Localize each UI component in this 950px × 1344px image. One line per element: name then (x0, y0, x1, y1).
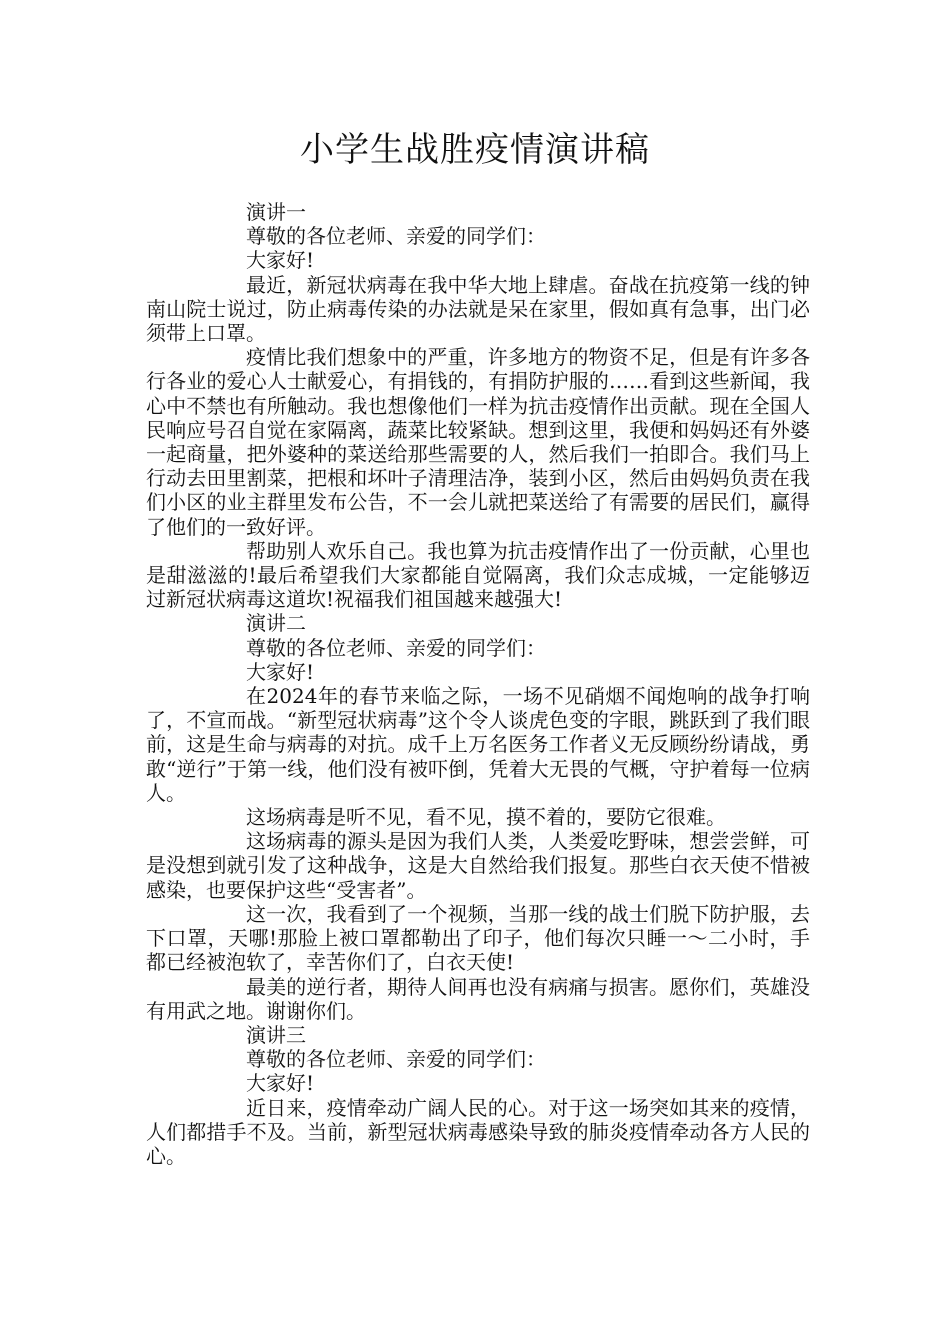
paragraph: 疫情比我们想象中的严重，许多地方的物资不足，但是有许多各行各业的爱心人士献爱心，有捐钱的，有捐防护服的……看到这些新闻，我心中不禁也有所触动。我也想像他们一样为抗击疫情作出贡献。现在全国人民响应号召自觉在家隔离，蔬菜比较紧缺。想到这里，我便和妈妈还有外婆一起商量，把外婆种的菜送给那些需要的人，然后我们一拍即合。我们马上行动去田里割菜，把根和坏叶子清理洁净，装到小区，然后由妈妈负责在我们小区的业主群里发布公告，不一会儿就把菜送给了有需要的居民们，赢得了他们的一致好评。 (146, 345, 810, 539)
paragraph: 最近，新冠状病毒在我中华大地上肆虐。奋战在抗疫第一线的钟南山院士说过，防止病毒传染的办法就是呆在家里，假如真有急事，出门必须带上口罩。 (146, 272, 810, 346)
paragraph: 这一次，我看到了一个视频，当那一线的战士们脱下防护服，去下口罩，天哪!那脸上被口罩都勒出了印子，他们每次只睡一～二小时，手都已经被泡软了，幸苦你们了，白衣天使! (146, 901, 810, 975)
document-title: 小学生战胜疫情演讲稿 (300, 130, 650, 170)
greeting: 大家好! (246, 248, 315, 273)
speech-heading: 演讲三 (246, 1022, 306, 1047)
paragraph: 这场病毒的源头是因为我们人类，人类爱吃野味，想尝尝鲜，可是没想到就引发了这种战争，这是大自然给我们报复。那些白衣天使不惜被感染，也要保护这些“受害者”。 (146, 829, 810, 902)
greeting: 大家好! (246, 659, 315, 684)
paragraph: 这场病毒是听不见，看不见，摸不着的，要防它很难。 (246, 805, 726, 830)
paragraph: 最美的逆行者，期待人间再也没有病痛与损害。愿你们，英雄没有用武之地。谢谢你们。 (146, 974, 810, 1023)
salutation: 尊敬的各位老师、亲爱的同学们： (246, 224, 546, 249)
speech-heading: 演讲二 (246, 611, 306, 636)
paragraph: 在2024年的春节来临之际，一场不见硝烟不闻炮响的战争打响了，不宣而战。“新型冠状病毒”这个令人谈虎色变的字眼，跳跃到了我们眼前，这是生命与病毒的对抗。成千上万名医务工作者义无反顾纷纷请战，勇敢“逆行”于第一线，他们没有被吓倒，凭着大无畏的气概，守护着每一位病人。 (146, 684, 810, 805)
speech-heading: 演讲一 (246, 200, 306, 224)
greeting: 大家好! (246, 1071, 315, 1096)
salutation: 尊敬的各位老师、亲爱的同学们： (246, 635, 546, 660)
salutation: 尊敬的各位老师、亲爱的同学们： (246, 1047, 546, 1072)
paragraph: 帮助别人欢乐自己。我也算为抗击疫情作出了一份贡献，心里也是甜滋滋的!最后希望我们大家都能自觉隔离，我们众志成城，一定能够迈过新冠状病毒这道坎!祝福我们祖国越来越强大! (146, 538, 810, 612)
paragraph: 近日来，疫情牵动广阔人民的心。对于这一场突如其来的疫情，人们都措手不及。当前，新型冠状病毒感染导致的肺炎疫情牵动各方人民的心。 (146, 1095, 810, 1168)
document-body (146, 200, 810, 1168)
